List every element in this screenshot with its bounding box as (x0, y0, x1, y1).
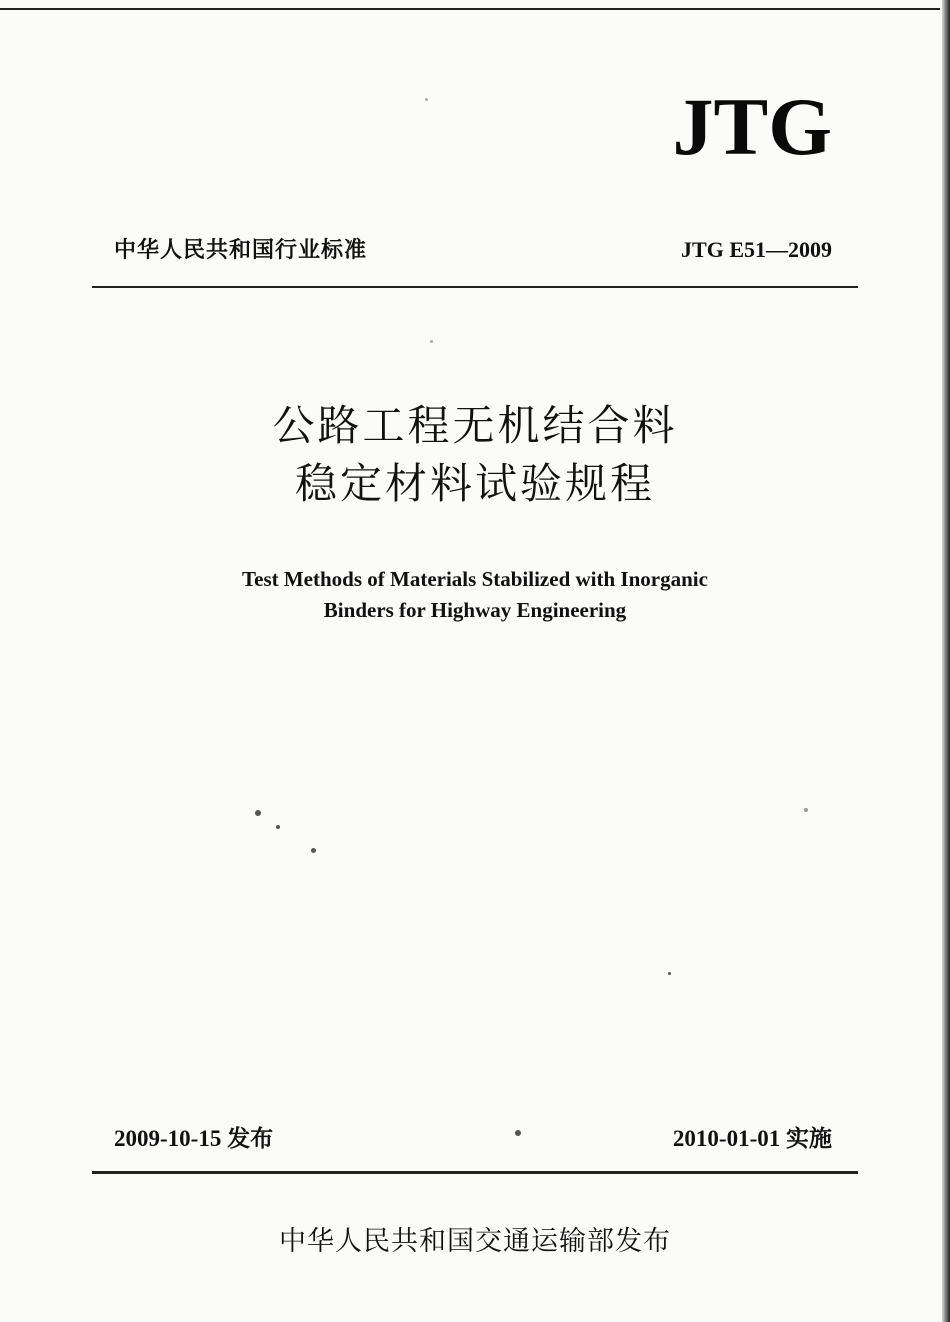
standard-category-label: 中华人民共和国行业标准 (114, 238, 368, 263)
implementation-date: 2010-01-01 实施 (672, 1126, 832, 1151)
chinese-title-line-2: 稳定材料试验规程 (294, 459, 655, 508)
page-edge-shadow (942, 0, 950, 1322)
chinese-title-line-1: 公路工程无机结合料 (272, 401, 678, 450)
top-border-line (0, 8, 940, 10)
english-title-line-1: Test Methods of Materials Stabilized with Inorganic (242, 567, 708, 591)
issue-date: 2009-10-15 发布 (114, 1126, 274, 1151)
english-title-line-2: Binders for Highway Engineering (323, 598, 627, 622)
footer-divider (92, 1171, 858, 1174)
publisher-name: 中华人民共和国交通运输部发布 (279, 1226, 671, 1257)
standard-code: JTG E51—2009 (681, 237, 832, 262)
jtg-logo: JTG (672, 81, 832, 172)
header-divider (92, 286, 858, 288)
